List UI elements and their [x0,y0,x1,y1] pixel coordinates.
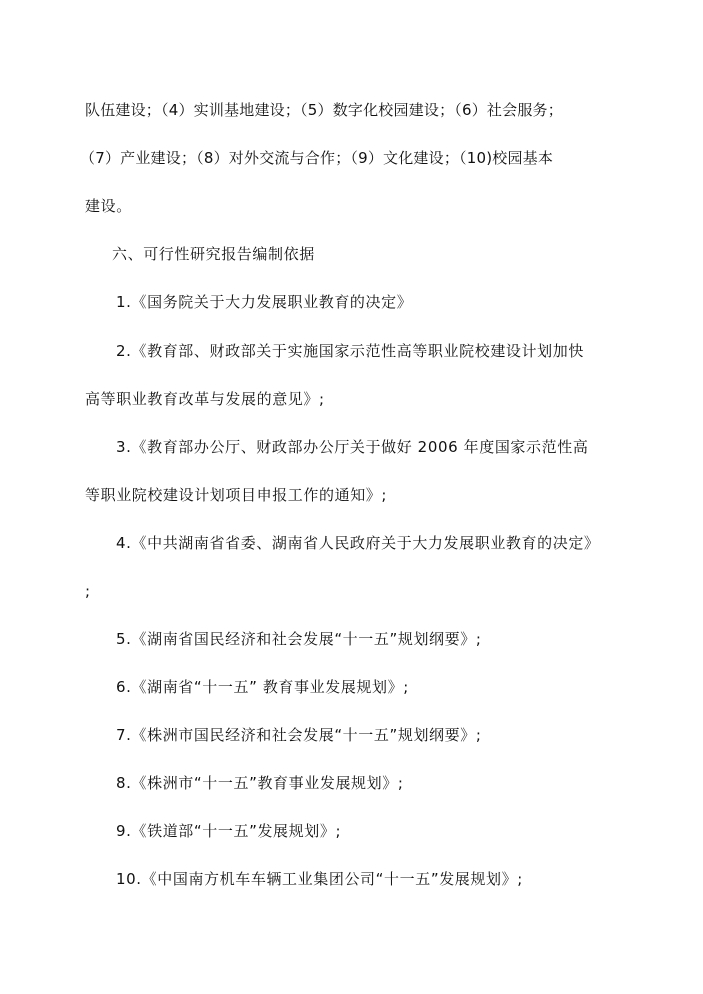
list-item: 7.《株洲市国民经济和社会发展“十一五”规划纲要》; [116,726,482,744]
list-item-continuation: ; [85,582,91,600]
paragraph-line: 队伍建设；（4）实训基地建设；（5）数字化校园建设；（6）社会服务； [85,101,563,119]
paragraph-line: 建设。 [85,197,132,215]
section-heading: 六、可行性研究报告编制依据 [112,245,315,263]
list-item: 9.《铁道部“十一五”发展规划》; [116,822,342,840]
list-item: 6.《湖南省“十一五” 教育事业发展规划》; [116,678,409,696]
list-item: 2.《教育部、财政部关于实施国家示范性高等职业院校建设计划加快 [116,342,584,360]
list-item: 8.《株洲市“十一五”教育事业发展规划》; [116,774,404,792]
list-item: 5.《湖南省国民经济和社会发展“十一五”规划纲要》; [116,630,482,648]
list-item: 10.《中国南方机车车辆工业集团公司“十一五”发展规划》; [116,870,523,888]
list-item-continuation: 等职业院校建设计划项目申报工作的通知》; [85,486,388,504]
list-item: 1.《国务院关于大力发展职业教育的决定》 [116,293,413,311]
paragraph-line: （7）产业建设；（8）对外交流与合作；（9）文化建设；（10)校园基本 [80,149,554,167]
list-item: 4.《中共湖南省省委、湖南省人民政府关于大力发展职业教育的决定》 [116,534,600,552]
list-item-continuation: 高等职业教育改革与发展的意见》; [85,390,325,408]
list-item: 3.《教育部办公厅、财政部办公厅关于做好 2006 年度国家示范性高 [116,438,589,456]
